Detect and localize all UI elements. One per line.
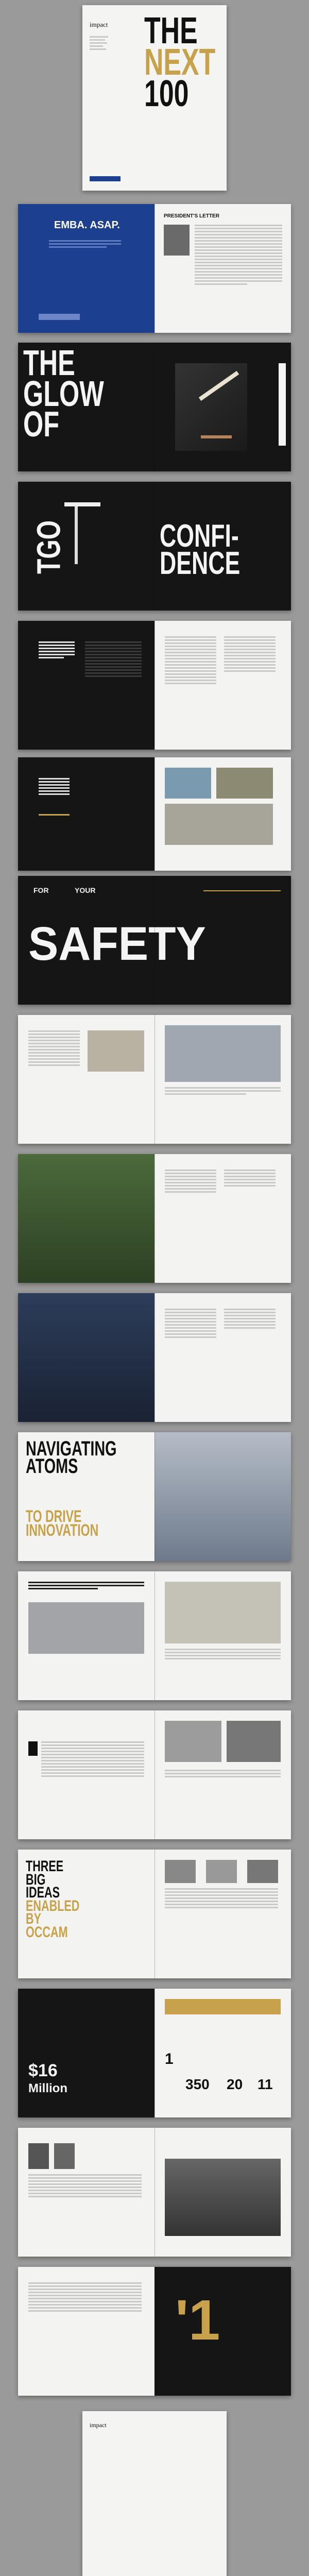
magazine-cover: [82, 5, 227, 191]
forest-text-page: [154, 1154, 291, 1283]
body-text-page: [154, 621, 291, 750]
equipment-photo: [165, 1582, 281, 1643]
spread-portrait-scientist: [18, 1015, 291, 1144]
microscope-photo: [154, 1432, 291, 1561]
spread-people: [18, 2128, 291, 2257]
portrait-man-photo: [165, 2159, 281, 2236]
pullquote-page: [18, 621, 154, 750]
numeral-right-page: [154, 2267, 291, 2396]
confidence-word-dence: DENCE: [160, 545, 241, 581]
glow-word-the: THE: [23, 343, 75, 383]
numeral-left-page: [18, 2267, 154, 2396]
text-page: [18, 1015, 154, 1144]
photo-1: [165, 768, 211, 799]
stat-money-unit: Million: [28, 2081, 67, 2095]
confidence-word-tgo: TGO: [30, 520, 67, 574]
photo-2: [216, 768, 273, 799]
confidence-lamp-page: [18, 482, 154, 611]
spread-numeral: [18, 2267, 291, 2396]
ideas-title-1: THREE: [26, 1858, 64, 1875]
spread-lighting-text: [18, 621, 291, 750]
safety-title: SAFETY: [28, 918, 206, 970]
numeral-text: [28, 2282, 142, 2313]
cover-brand: impact: [90, 21, 108, 28]
photo-grid-page: [154, 757, 291, 871]
stats-right-page: [154, 1989, 291, 2117]
article-right-page: [154, 1710, 291, 1839]
ideas-text: [165, 1888, 278, 1910]
article-photo-1: [165, 1721, 221, 1762]
caption-text: [165, 1087, 281, 1096]
spread-three-ideas: [18, 1850, 291, 1978]
people-text: [28, 2174, 142, 2199]
research-left-page: [18, 1571, 154, 1700]
quote-page: [18, 757, 154, 871]
article-photo-2: [227, 1721, 281, 1762]
article-col-1: [28, 1030, 80, 1067]
emba-ad-logo: [39, 314, 80, 320]
spread-emba-letter: [18, 204, 291, 333]
desk-lamp-photo: [75, 502, 78, 564]
confidence-word-confi: CONFI-: [160, 518, 239, 554]
spread-confidence: [18, 482, 291, 611]
back-brand: impact: [90, 2421, 107, 2429]
ideas-title-3: IDEAS: [26, 1884, 60, 1901]
letter-label: PRESIDENT'S LETTER: [164, 213, 219, 219]
body-col-2: [224, 636, 276, 673]
people-right-page: [154, 2128, 291, 2257]
safety-for: FOR: [33, 886, 49, 894]
president-portrait: [164, 225, 190, 256]
letter-body: [195, 225, 282, 286]
people-left-page: [18, 2128, 154, 2257]
cover-headline-the: THE: [144, 10, 198, 52]
scientist-portrait: [165, 1025, 281, 1082]
cover-contents: [90, 36, 110, 52]
ideas-title-4: ENABLED: [26, 1897, 80, 1914]
research-body: [165, 1649, 281, 1661]
spread-quote-photos: [18, 757, 291, 871]
photo-3: [165, 804, 273, 845]
safety-your: YOUR: [75, 886, 96, 894]
spread-safety: [18, 876, 291, 1005]
cover-headline-100: 100: [144, 73, 189, 115]
ideas-title-page: [18, 1850, 154, 1978]
spread-lab: [18, 1293, 291, 1422]
dark-body-text: [85, 641, 142, 679]
safety-rule: [203, 890, 281, 891]
article-text: [41, 1741, 144, 1778]
lab-photo: [88, 1030, 144, 1072]
idea-image-3: [247, 1860, 278, 1883]
back-cover: [82, 2411, 227, 2576]
research-right-page: [154, 1571, 291, 1700]
glow-word-glow: GLOW: [23, 373, 104, 414]
portrait-page: [154, 1015, 291, 1144]
ideas-title-6: OCCAM: [26, 1923, 68, 1941]
desk-lamp-head: [64, 502, 100, 506]
person-photo-1: [28, 2143, 49, 2169]
spread-glow: [18, 343, 291, 471]
ideas-title-5: BY: [26, 1910, 42, 1927]
emba-ad-copy: [49, 240, 121, 249]
spread-article-text: [18, 1710, 291, 1839]
idea-image-1: [165, 1860, 196, 1883]
atoms-title-2: ATOMS: [26, 1455, 78, 1478]
stat-4: 20: [227, 2076, 243, 2092]
atoms-title-1: NAVIGATING: [26, 1437, 117, 1460]
research-lead: [28, 1582, 144, 1591]
pullquote-block: [39, 641, 75, 660]
lamp-photo-page: [154, 343, 291, 471]
atoms-sub-1: TO DRIVE: [26, 1507, 82, 1526]
stat-3: 350: [185, 2076, 210, 2092]
cover-logo: [90, 176, 121, 181]
cover-headline: [144, 10, 243, 115]
emba-ad-page: [18, 204, 154, 333]
quote-lines: [39, 778, 70, 796]
stat-5: 11: [258, 2076, 273, 2092]
person-photo-2: [54, 2143, 75, 2169]
cover-headline-next: NEXT: [144, 42, 216, 83]
spread-research-text: [18, 1571, 291, 1700]
ideas-title-2: BIG: [26, 1871, 46, 1888]
drop-cap: [28, 1741, 38, 1756]
stats-header-bar: [165, 1999, 281, 2014]
article-left-page: [18, 1710, 154, 1839]
stat-2: 1: [165, 2050, 174, 2067]
forest-photo-page: [18, 1154, 154, 1283]
president-letter-page: [154, 204, 291, 333]
dash-mark: [279, 363, 286, 446]
article-caption: [165, 1770, 281, 1779]
atoms-sub-2: INNOVATION: [26, 1521, 99, 1540]
stat-money: $16: [28, 2061, 58, 2080]
lab-text-page: [154, 1293, 291, 1422]
spread-stats: [18, 1989, 291, 2117]
spread-forest: [18, 1154, 291, 1283]
forest-col-1: [165, 1170, 216, 1194]
idea-image-2: [206, 1860, 237, 1883]
research-photo: [28, 1602, 144, 1654]
emba-ad-title: EMBA. ASAP.: [54, 219, 120, 231]
forest-col-2: [224, 1170, 276, 1188]
lab-researcher-photo: [18, 1293, 154, 1422]
glow-word-of: OF: [23, 404, 59, 444]
atoms-photo-page: [154, 1432, 291, 1561]
confidence-title-page: [154, 482, 291, 611]
lab-photo-page: [18, 1293, 154, 1422]
atoms-title-page: [18, 1432, 154, 1561]
stats-left-page: [18, 1989, 154, 2117]
spread-navigating-atoms: [18, 1432, 291, 1561]
forest-photo: [18, 1154, 154, 1283]
body-col-1: [165, 636, 216, 686]
lamp-base: [201, 435, 232, 438]
lab-col-2: [224, 1309, 276, 1330]
glow-title-page: [18, 343, 154, 471]
big-numeral: '1: [175, 2289, 220, 2352]
lab-col-1: [165, 1309, 216, 1340]
ideas-grid-page: [154, 1850, 291, 1978]
